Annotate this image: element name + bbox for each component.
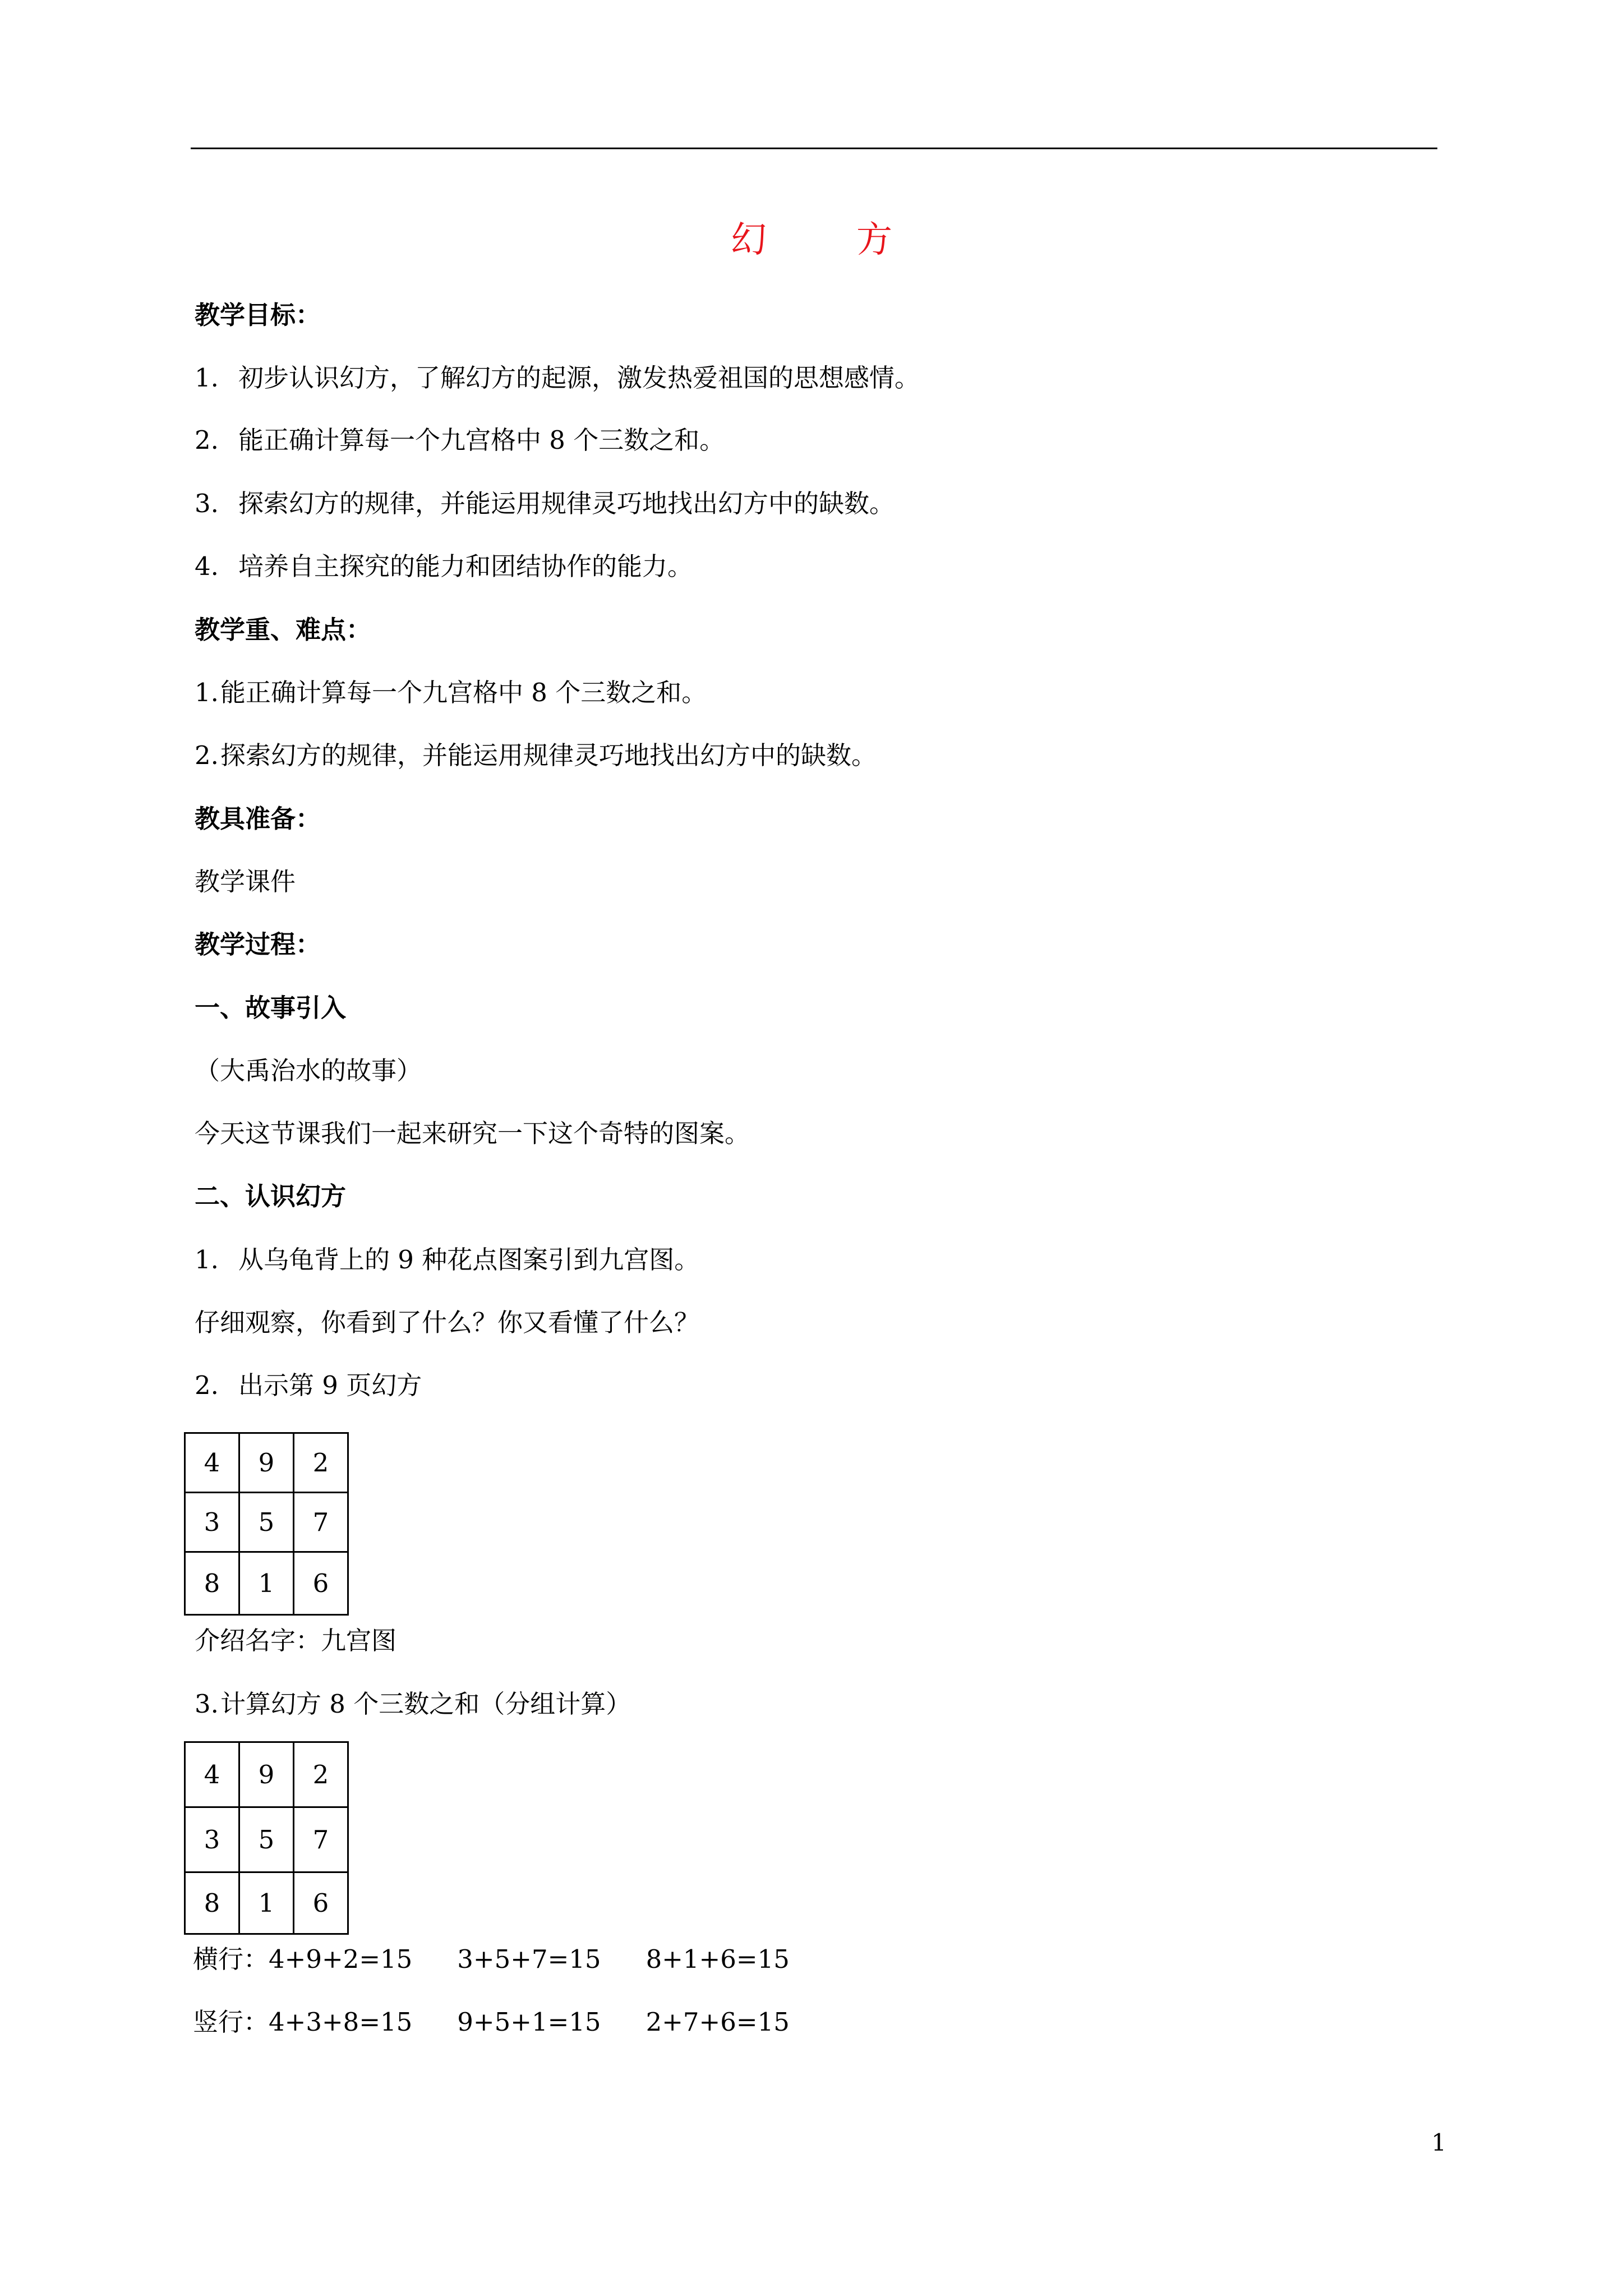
- page-title: 幻 方: [731, 219, 919, 261]
- section1-text: 今天这节课我们一起来研究一下这个奇特的图案。: [195, 1119, 750, 1148]
- grid-cell: 2: [294, 1742, 348, 1807]
- goal-item: 3. 探索幻方的规律，并能运用规律灵巧地找出幻方中的缺数。: [195, 489, 895, 518]
- process-heading: 教学过程：: [195, 930, 321, 959]
- grid-cell: 1: [239, 1552, 294, 1615]
- section2-step3: 3.计算幻方 8 个三数之和（分组计算）: [195, 1689, 631, 1719]
- magic-square-grid: [184, 1432, 349, 1616]
- goal-item: 4. 培养自主探究的能力和团结协作的能力。: [195, 551, 693, 581]
- grid-cell: 2: [294, 1433, 348, 1493]
- grid-cell: 7: [294, 1807, 348, 1872]
- row-sums: 横行：4+9+2=15 3+5+7=15 8+1+6=15: [193, 1944, 790, 1974]
- grid-cell: 3: [185, 1493, 239, 1552]
- column-sums: 竖行：4+3+8=15 9+5+1=15 2+7+6=15: [193, 2007, 790, 2037]
- section1-heading: 一、故事引入: [195, 993, 347, 1023]
- section2-question: 仔细观察，你看到了什么？你又看懂了什么？: [195, 1308, 700, 1337]
- grid-cell: 4: [185, 1742, 239, 1807]
- magic-square-grid: [184, 1741, 349, 1935]
- section2-step1: 1. 从乌龟背上的 9 种花点图案引到九宫图。: [195, 1245, 700, 1274]
- grid-cell: 5: [239, 1807, 294, 1872]
- grid-cell: 8: [185, 1872, 239, 1934]
- header-rule: [191, 148, 1437, 149]
- materials-text: 教学课件: [195, 867, 296, 896]
- key-point-item: 2.探索幻方的规律，并能运用规律灵巧地找出幻方中的缺数。: [195, 740, 877, 770]
- key-point-item: 1.能正确计算每一个九宫格中 8 个三数之和。: [195, 678, 707, 707]
- grid-cell: 4: [185, 1433, 239, 1493]
- grid-cell: 7: [294, 1493, 348, 1552]
- grid-cell: 3: [185, 1807, 239, 1872]
- grid-cell: 5: [239, 1493, 294, 1552]
- name-intro: 介绍名字：九宫图: [195, 1626, 397, 1655]
- grid-cell: 8: [185, 1552, 239, 1615]
- materials-heading: 教具准备：: [195, 804, 321, 834]
- grid-cell: 6: [294, 1552, 348, 1615]
- goals-heading: 教学目标：: [195, 300, 321, 330]
- goal-item: 1. 初步认识幻方，了解幻方的起源，激发热爱祖国的思想感情。: [195, 363, 920, 393]
- page-number: 1: [1431, 2129, 1446, 2156]
- goal-item: 2. 能正确计算每一个九宫格中 8 个三数之和。: [195, 425, 725, 455]
- grid-cell: 9: [239, 1433, 294, 1493]
- section2-heading: 二、认识幻方: [195, 1181, 347, 1211]
- grid-cell: 1: [239, 1872, 294, 1934]
- section1-note: （大禹治水的故事）: [195, 1056, 422, 1085]
- section2-step2: 2. 出示第 9 页幻方: [195, 1370, 422, 1400]
- key-points-heading: 教学重、难点：: [195, 615, 372, 645]
- grid-cell: 9: [239, 1742, 294, 1807]
- grid-cell: 6: [294, 1872, 348, 1934]
